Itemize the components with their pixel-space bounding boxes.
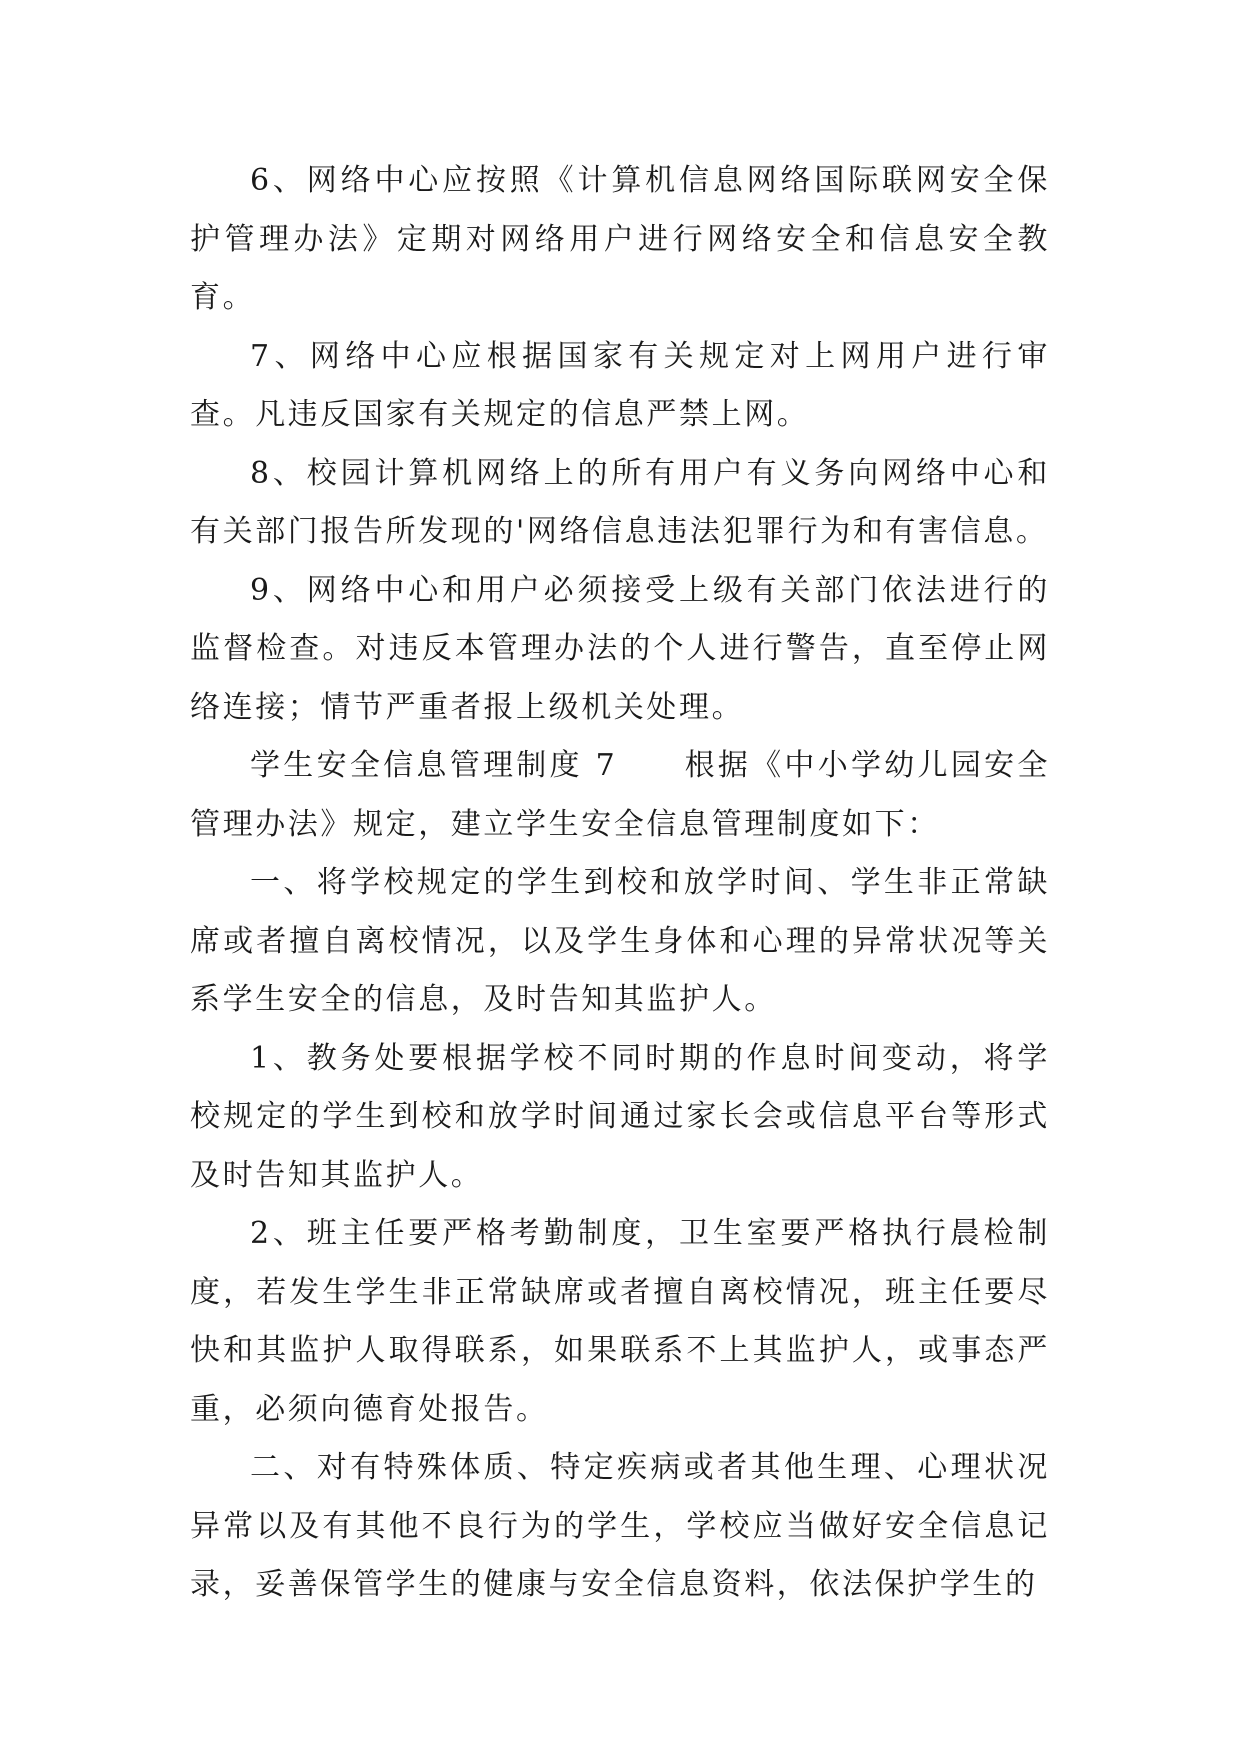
paragraph-item-one: 一、将学校规定的学生到校和放学时间、学生非正常缺席或者擅自离校情况，以及学生身体和心理的异常状况等关系学生安全的信息，及时告知其监护人。 xyxy=(190,865,1050,1017)
paragraph-rule-7: 7、网络中心应根据国家有关规定对上网用户进行审查。凡违反国家有关规定的信息严禁上网。 xyxy=(190,338,1050,432)
document-body xyxy=(190,152,1050,1615)
paragraph-section-heading: 学生安全信息管理制度 7 根据《中小学幼儿园安全管理办法》规定，建立学生安全信息管理制度如下： xyxy=(190,748,1050,842)
paragraph-rule-9: 9、网络中心和用户必须接受上级有关部门依法进行的监督检查。对违反本管理办法的个人进行警告，直至停止网络连接；情节严重者报上级机关处理。 xyxy=(190,572,1050,725)
paragraph-rule-8: 8、校园计算机网络上的所有用户有义务向网络中心和有关部门报告所发现的'网络信息违法犯罪行为和有害信息。 xyxy=(190,455,1050,549)
paragraph-item-two: 二、对有特殊体质、特定疾病或者其他生理、心理状况异常以及有其他不良行为的学生，学校应当做好安全信息记录，妥善保管学生的健康与安全信息资料，依法保护学生的 xyxy=(190,1450,1050,1602)
paragraph-rule-6: 6、网络中心应按照《计算机信息网络国际联网安全保护管理办法》定期对网络用户进行网络安全和信息安全教育。 xyxy=(190,163,1050,315)
paragraph-subitem-1: 1、教务处要根据学校不同时期的作息时间变动，将学校规定的学生到校和放学时间通过家长会或信息平台等形式及时告知其监护人。 xyxy=(190,1040,1050,1193)
paragraph-subitem-2: 2、班主任要严格考勤制度，卫生室要严格执行晨检制度，若发生学生非正常缺席或者擅自离校情况，班主任要尽快和其监护人取得联系，如果联系不上其监护人，或事态严重，必须向德育处报告。 xyxy=(190,1216,1050,1427)
